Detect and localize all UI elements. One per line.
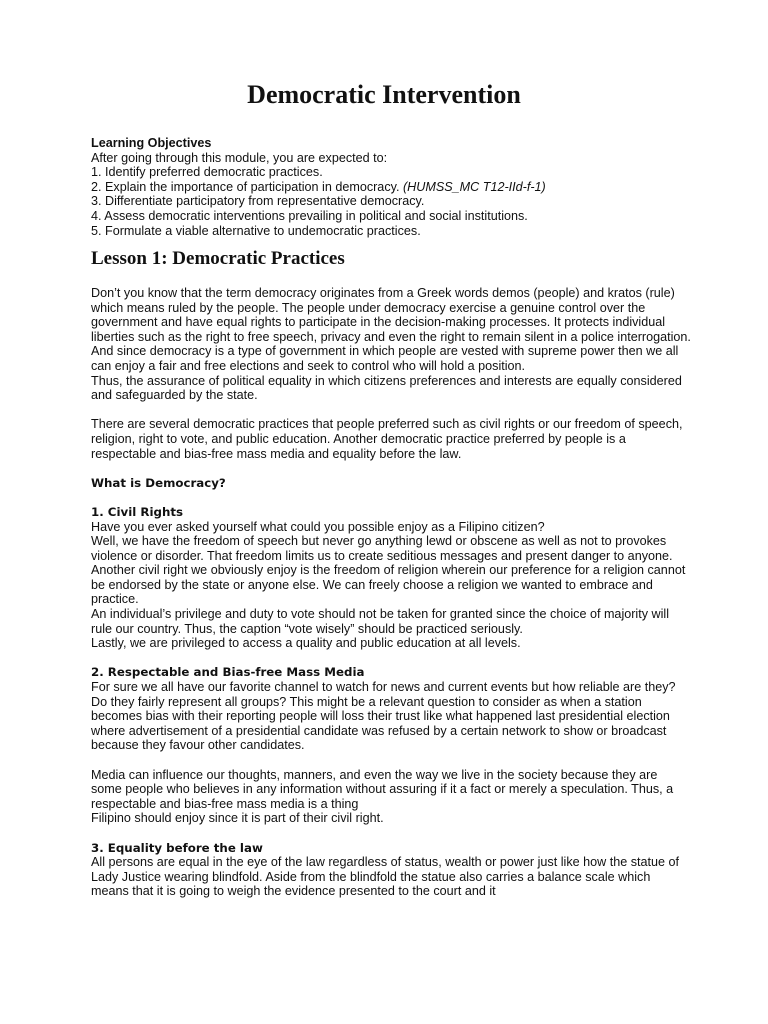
section-heading: 2. Respectable and Bias-free Mass Media xyxy=(91,665,365,680)
section-heading: 3. Equality before the law xyxy=(91,840,263,855)
section-heading: What is Democracy? xyxy=(91,475,226,490)
main-body xyxy=(91,286,691,899)
section-paragraph: For sure we all have our favorite channel to watch for news and current events but how reliable are they? Do they fairly represent all groups? This might be a relevant question to consider as when a station becomes bias with their reporting people will loss their trust like what happened last presidential election where advertisement of a presidential candidate was refused by a certain network to show or broadcast because they favour other candidates. xyxy=(91,680,676,753)
section-paragraph: Filipino should enjoy since it is part of their civil right. xyxy=(91,811,384,826)
lesson-paragraph: Thus, the assurance of political equality in which citizens preferences and interests are equally considered and safeguarded by the state. xyxy=(91,373,682,403)
section-heading: 1. Civil Rights xyxy=(91,504,184,519)
lesson-paragraph: There are several democratic practices that people preferred such as civil rights or our freedom of speech, religion, right to vote, and public education. Another democratic practice preferred by people is a respectable and bias-free mass media and equality before the law. xyxy=(91,417,683,461)
objective-item: 3. Differentiate participatory from representative democracy. xyxy=(91,194,425,209)
lesson-heading: Lesson 1: Democratic Practices xyxy=(91,248,345,269)
section-paragraph: Lastly, we are privileged to access a quality and public education at all levels. xyxy=(91,636,521,651)
document-title: Democratic Intervention xyxy=(247,80,521,109)
section-paragraph: Another civil right we obviously enjoy is the freedom of religion wherein our preference for a religion cannot be endorsed by the state or anyone else. We can freely choose a religion we wanted to embrace and practice. xyxy=(91,563,686,607)
objective-item: 1. Identify preferred democratic practices. xyxy=(91,165,323,180)
objective-item xyxy=(91,180,691,195)
learning-objectives xyxy=(91,136,691,238)
objectives-heading: Learning Objectives xyxy=(91,136,212,150)
section-paragraph: An individual’s privilege and duty to vote should not be taken for granted since the choice of majority will rule our country. Thus, the caption “vote wisely” should be practiced seriously. xyxy=(91,607,670,636)
section-paragraph: Media can influence our thoughts, manners, and even the way we live in the society because they are some people who believes in any information without assuring if it a fact or merely a speculation. Thus, a respectable and bias-free mass media is a thing xyxy=(91,767,674,811)
competency-code: (HUMSS_MC T12-IId-f-1) xyxy=(402,179,546,194)
section-paragraph: Have you ever asked yourself what could you possible enjoy as a Filipino citizen? xyxy=(91,519,545,534)
objectives-intro: After going through this module, you are expected to: xyxy=(91,150,388,165)
objective-item: 4. Assess democratic interventions prevailing in political and social institutions. xyxy=(91,208,528,223)
objective-item-text: 2. Explain the importance of participation in democracy. xyxy=(91,179,400,194)
lesson-paragraph: Don’t you know that the term democracy originates from a Greek words demos (people) and kratos (rule) which means ruled by the people. The people under democracy exercise a genuine control over the government and have equal rights to participate in the decision-making processes. It protects individual liberties such as the right to free speech, privacy and even the right to remain silent in a police interrogation. And since democracy is a type of government in which people are vested with supreme power then we all can enjoy a fair and free elections and seek to control who will hold a position. xyxy=(91,286,691,373)
section-paragraph: Well, we have the freedom of speech but never go anything lewd or obscene as well as not to provokes violence or disorder. That freedom limits us to create seditious messages and present danger to anyone. xyxy=(91,534,673,563)
section-paragraph: All persons are equal in the eye of the law regardless of status, wealth or power just like how the statue of Lady Justice wearing blindfold. Aside from the blindfold the statue also carries a balance scale which means that it is going to weigh the evidence presented to the court and it xyxy=(91,855,680,899)
objective-item: 5. Formulate a viable alternative to undemocratic practices. xyxy=(91,223,421,238)
